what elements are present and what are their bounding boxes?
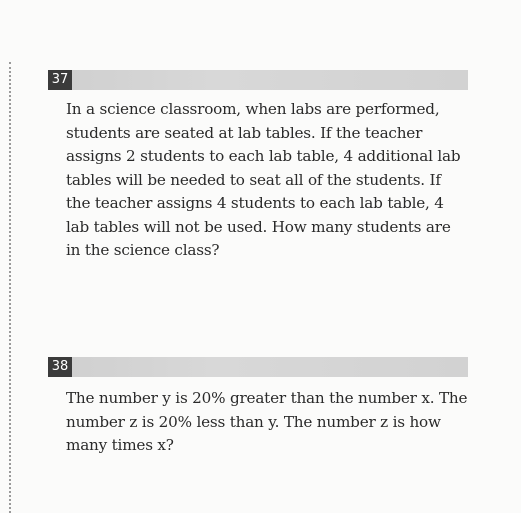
margin-dotted-line [9, 62, 11, 513]
question-text: The number y is 20% greater than the number x. The number z is 20% less than y. The number z is how many times x? [66, 389, 468, 454]
question-number: 37 [48, 70, 72, 90]
question-number: 38 [48, 357, 72, 377]
question-38 [48, 357, 468, 458]
question-37 [48, 70, 468, 263]
question-text: In a science classroom, when labs are performed, students are seated at lab tables. If the teacher assigns 2 students to each lab table, 4 additional lab tables will be needed to seat all of the students. If the teacher assigns 4 students to each lab table, 4 lab tables will not be used. How many students are in the science class? [66, 100, 461, 259]
question-header-bar [48, 357, 468, 377]
question-header-bar [48, 70, 468, 90]
